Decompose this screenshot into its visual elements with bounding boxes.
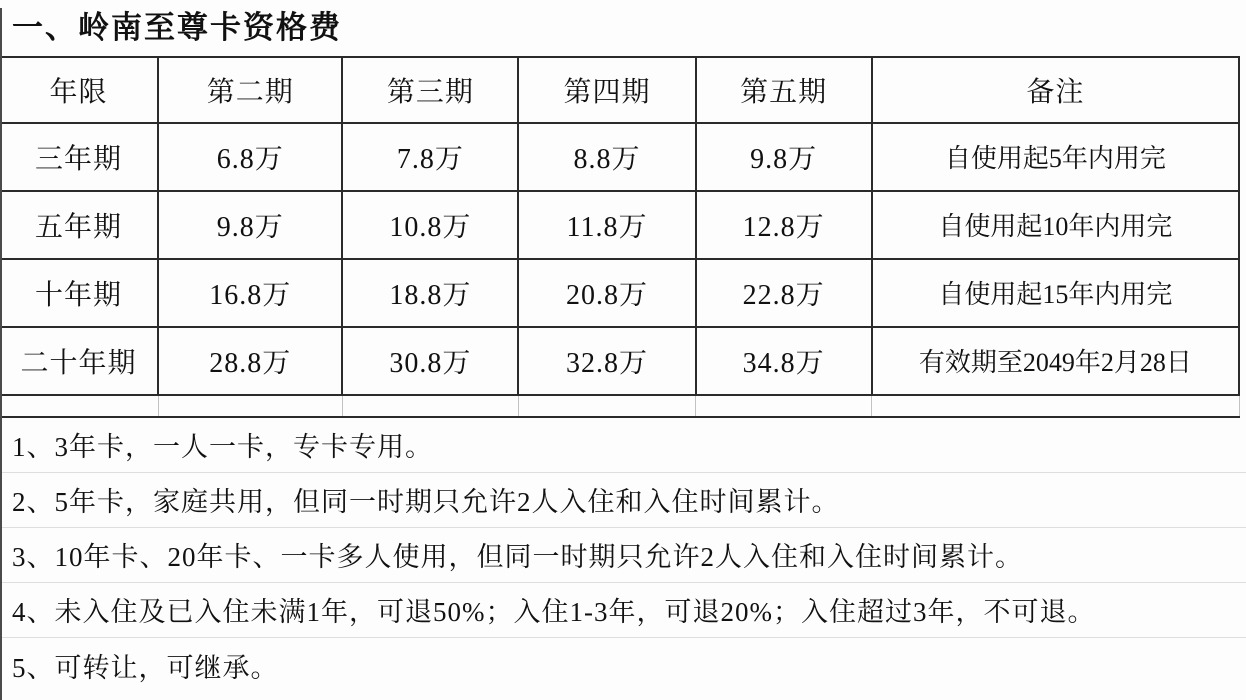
row-label: 三年期 [0, 123, 158, 191]
spacer-cell [696, 395, 872, 417]
header-years: 年限 [0, 57, 158, 123]
spacer-cell [158, 395, 342, 417]
empty-spacer-row [0, 395, 1239, 417]
row-label: 五年期 [0, 191, 158, 259]
fee-cell: 22.8万 [696, 259, 872, 327]
fee-cell: 6.8万 [158, 123, 342, 191]
header-phase-2: 第二期 [158, 57, 342, 123]
fee-cell: 9.8万 [158, 191, 342, 259]
header-phase-5: 第五期 [696, 57, 872, 123]
header-phase-3: 第三期 [342, 57, 518, 123]
fee-cell: 16.8万 [158, 259, 342, 327]
fee-cell: 28.8万 [158, 327, 342, 395]
remarks-cell: 有效期至2049年2月28日 [872, 327, 1239, 395]
fee-cell-highlighted: 20.8万 [518, 259, 695, 327]
header-row [0, 57, 1239, 123]
table-row [0, 123, 1239, 191]
note-item: 4、未入住及已入住未满1年，可退50%；入住1-3年，可退20%；入住超过3年，不可退。 [0, 583, 1246, 638]
fee-cell-highlighted: 32.8万 [518, 327, 695, 395]
remarks-cell: 自使用起15年内用完 [872, 259, 1239, 327]
fee-cell: 9.8万 [696, 123, 872, 191]
fee-table [0, 56, 1240, 418]
notes-section [0, 418, 1246, 693]
fee-cell: 34.8万 [696, 327, 872, 395]
remarks-cell: 自使用起10年内用完 [872, 191, 1239, 259]
table-row [0, 191, 1239, 259]
header-remarks: 备注 [872, 57, 1239, 123]
note-item: 3、10年卡、20年卡、一卡多人使用，但同一时期只允许2人入住和入住时间累计。 [0, 528, 1246, 583]
remarks-cell: 自使用起5年内用完 [872, 123, 1239, 191]
table-row [0, 259, 1239, 327]
note-item: 5、可转让，可继承。 [0, 638, 1246, 693]
spacer-cell [342, 395, 518, 417]
row-label: 二十年期 [0, 327, 158, 395]
note-item: 1、3年卡，一人一卡，专卡专用。 [0, 418, 1246, 473]
fee-cell-highlighted: 11.8万 [518, 191, 695, 259]
fee-cell: 30.8万 [342, 327, 518, 395]
spacer-cell [518, 395, 695, 417]
header-phase-4: 第四期 [518, 57, 695, 123]
row-label: 十年期 [0, 259, 158, 327]
fee-cell: 12.8万 [696, 191, 872, 259]
page-title: 一、岭南至尊卡资格费 [12, 10, 342, 45]
note-item: 2、5年卡，家庭共用，但同一时期只允许2人入住和入住时间累计。 [0, 473, 1246, 528]
spacer-cell [0, 395, 158, 417]
table-row [0, 327, 1239, 395]
fee-cell: 10.8万 [342, 191, 518, 259]
spacer-cell [872, 395, 1239, 417]
fee-cell: 18.8万 [342, 259, 518, 327]
fee-cell-highlighted: 8.8万 [518, 123, 695, 191]
fee-cell: 7.8万 [342, 123, 518, 191]
